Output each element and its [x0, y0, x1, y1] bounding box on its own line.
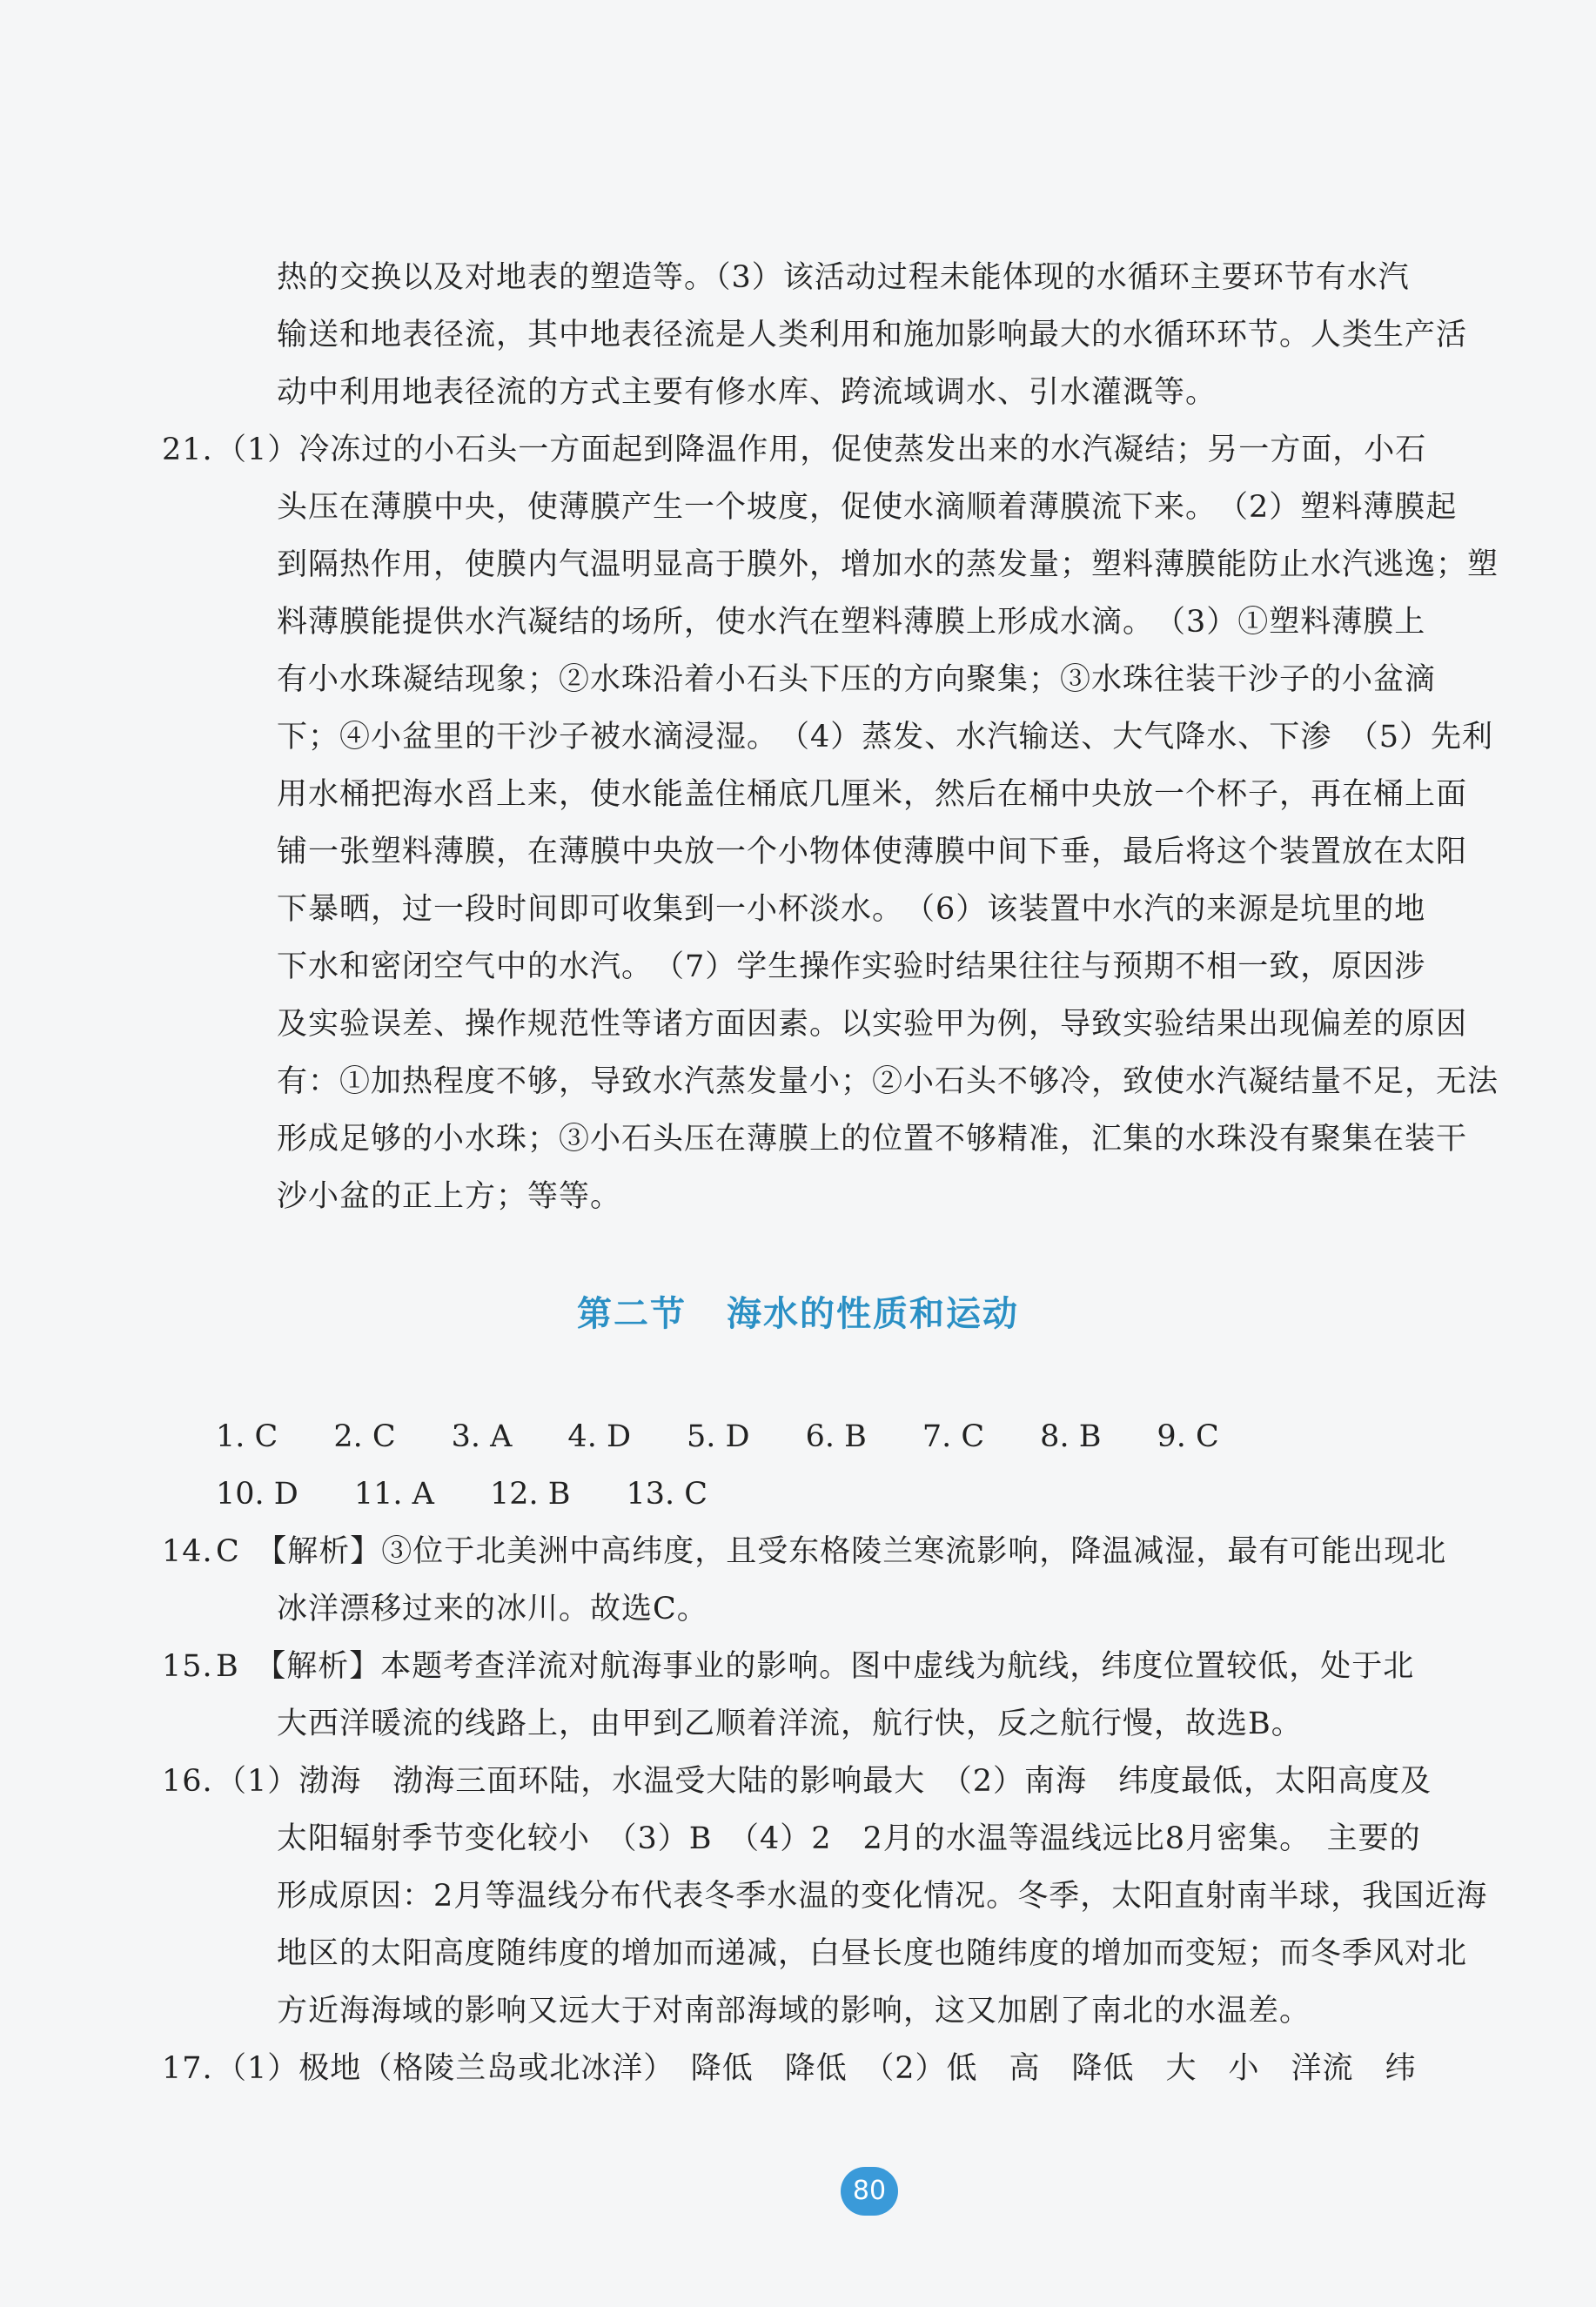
- question-14: [162, 1523, 1539, 1638]
- answer-item: 6. B: [805, 1419, 867, 1454]
- text-line: 方近海海域的影响又远大于对南部海域的影响，这又加剧了南北的水温差。: [277, 1994, 1311, 2029]
- answer-item: 2. C: [333, 1419, 396, 1454]
- text-line: 料薄膜能提供水汽凝结的场所，使水汽在塑料薄膜上形成水滴。 （3）①塑料薄膜上: [277, 605, 1426, 640]
- text-line: 下暴晒，过一段时间即可收集到一小杯淡水。 （6）该装置中水汽的来源是坑里的地: [277, 892, 1426, 927]
- question-17: [162, 2040, 1539, 2097]
- answer-item: 10. D: [216, 1477, 298, 1512]
- text-line: 头压在薄膜中央，使薄膜产生一个坡度，促使水滴顺着薄膜流下来。 （2）塑料薄膜起: [277, 490, 1458, 525]
- text-line: 太阳辐射季节变化较小 （3）B （4）2 2月的水温等温线远比8月密集。 主要的: [277, 1821, 1421, 1856]
- text-line: 形成原因：2月等温线分布代表冬季水温的变化情况。冬季，太阳直射南半球，我国近海: [277, 1879, 1488, 1914]
- question-21: [162, 421, 1539, 1225]
- text-line: 冰洋漂移过来的冰川。故选C。: [277, 1592, 708, 1626]
- choice-answers-row-1: [216, 1408, 1275, 1465]
- question-number: 15.: [162, 1649, 213, 1684]
- question-15: [162, 1638, 1539, 1753]
- answer-item: 11. A: [353, 1477, 434, 1512]
- text-line: （1）极地（格陵兰岛或北冰洋） 降低 降低 （2）低 高 降低 大 小 洋流 纬: [216, 2051, 1417, 2086]
- question-21-first-line: [162, 421, 1539, 479]
- question-15-first-line: [162, 1638, 1539, 1695]
- text-line: 有：①加热程度不够，导致水汽蒸发量小；②小石头不够冷，致使水汽凝结量不足，无法: [277, 1064, 1499, 1099]
- text-line: （1）渤海 渤海三面环陆，水温受大陆的影响最大 （2）南海 纬度最低，太阳高度及: [216, 1764, 1432, 1799]
- question-number: 16.: [162, 1764, 213, 1799]
- answer-item: 13. C: [626, 1477, 708, 1512]
- page-number-badge: 80: [841, 2167, 898, 2216]
- text-line: C 【解析】③位于北美洲中高纬度，且受东格陵兰寒流影响，降温减湿，最有可能出现北: [216, 1534, 1447, 1569]
- answer-item: 3. A: [451, 1419, 513, 1454]
- text-line: 大西洋暖流的线路上，由甲到乙顺着洋流，航行快，反之航行慢，故选B。: [277, 1707, 1303, 1741]
- text-line: 铺一张塑料薄膜，在薄膜中央放一个小物体使薄膜中间下垂，最后将这个装置放在太阳: [277, 835, 1468, 869]
- text-line: 形成足够的小水珠；③小石头压在薄膜上的位置不够精准，汇集的水珠没有聚集在装干: [277, 1122, 1468, 1157]
- question-number: 21.: [162, 433, 213, 467]
- answer-item: 1. C: [216, 1419, 278, 1454]
- section-heading: [0, 1286, 1596, 1336]
- text-line: 下水和密闭空气中的水汽。 （7）学生操作实验时结果往往与预期不相一致，原因涉: [277, 949, 1426, 984]
- answer-item: 12. B: [489, 1477, 571, 1512]
- text-line: 热的交换以及对地表的塑造等。（3）该活动过程未能体现的水循环主要环节有水汽: [277, 260, 1410, 295]
- question-number: 14.: [162, 1534, 213, 1569]
- question-number: 17.: [162, 2051, 213, 2086]
- answer-item: 7. C: [922, 1419, 985, 1454]
- answer-item: 4. D: [567, 1419, 632, 1454]
- question-16-first-line: [162, 1753, 1539, 1810]
- text-line: 用水桶把海水舀上来，使水能盖住桶底几厘米，然后在桶中央放一个杯子，再在桶上面: [277, 777, 1468, 812]
- question-16: [162, 1753, 1539, 2040]
- answer-item: 5. D: [687, 1419, 750, 1454]
- section-number: 第二节: [577, 1294, 687, 1334]
- section-title: 海水的性质和运动: [727, 1294, 1019, 1334]
- answer-item: 9. C: [1157, 1419, 1219, 1454]
- text-line: 沙小盆的正上方；等等。: [277, 1179, 622, 1214]
- continuation-paragraph: [216, 249, 1539, 421]
- question-17-first-line: [162, 2040, 1539, 2097]
- text-line: 地区的太阳高度随纬度的增加而递减，白昼长度也随纬度的增加而变短；而冬季风对北: [277, 1936, 1468, 1971]
- answer-item: 8. B: [1040, 1419, 1102, 1454]
- text-line: 到隔热作用，使膜内气温明显高于膜外，增加水的蒸发量；塑料薄膜能防止水汽逃逸；塑: [277, 547, 1499, 582]
- choice-answers-row-2: [216, 1465, 763, 1523]
- question-14-first-line: [162, 1523, 1539, 1580]
- text-line: 下；④小盆里的干沙子被水滴浸湿。 （4）蒸发、水汽输送、大气降水、下渗 （5）先利: [277, 720, 1494, 754]
- text-line: 输送和地表径流，其中地表径流是人类利用和施加影响最大的水循环环节。人类生产活: [277, 318, 1468, 352]
- text-line: 及实验误差、操作规范性等诸方面因素。以实验甲为例，导致实验结果出现偏差的原因: [277, 1007, 1468, 1042]
- text-line: 动中利用地表径流的方式主要有修水库、跨流域调水、引水灌溉等。: [277, 375, 1217, 410]
- text-line: （1）冷冻过的小石头一方面起到降温作用，促使蒸发出来的水汽凝结；另一方面，小石: [216, 433, 1427, 467]
- text-line: B 【解析】本题考查洋流对航海事业的影响。图中虚线为航线，纬度位置较低，处于北: [216, 1649, 1415, 1684]
- text-line: 有小水珠凝结现象；②水珠沿着小石头下压的方向聚集；③水珠往装干沙子的小盆滴: [277, 662, 1437, 697]
